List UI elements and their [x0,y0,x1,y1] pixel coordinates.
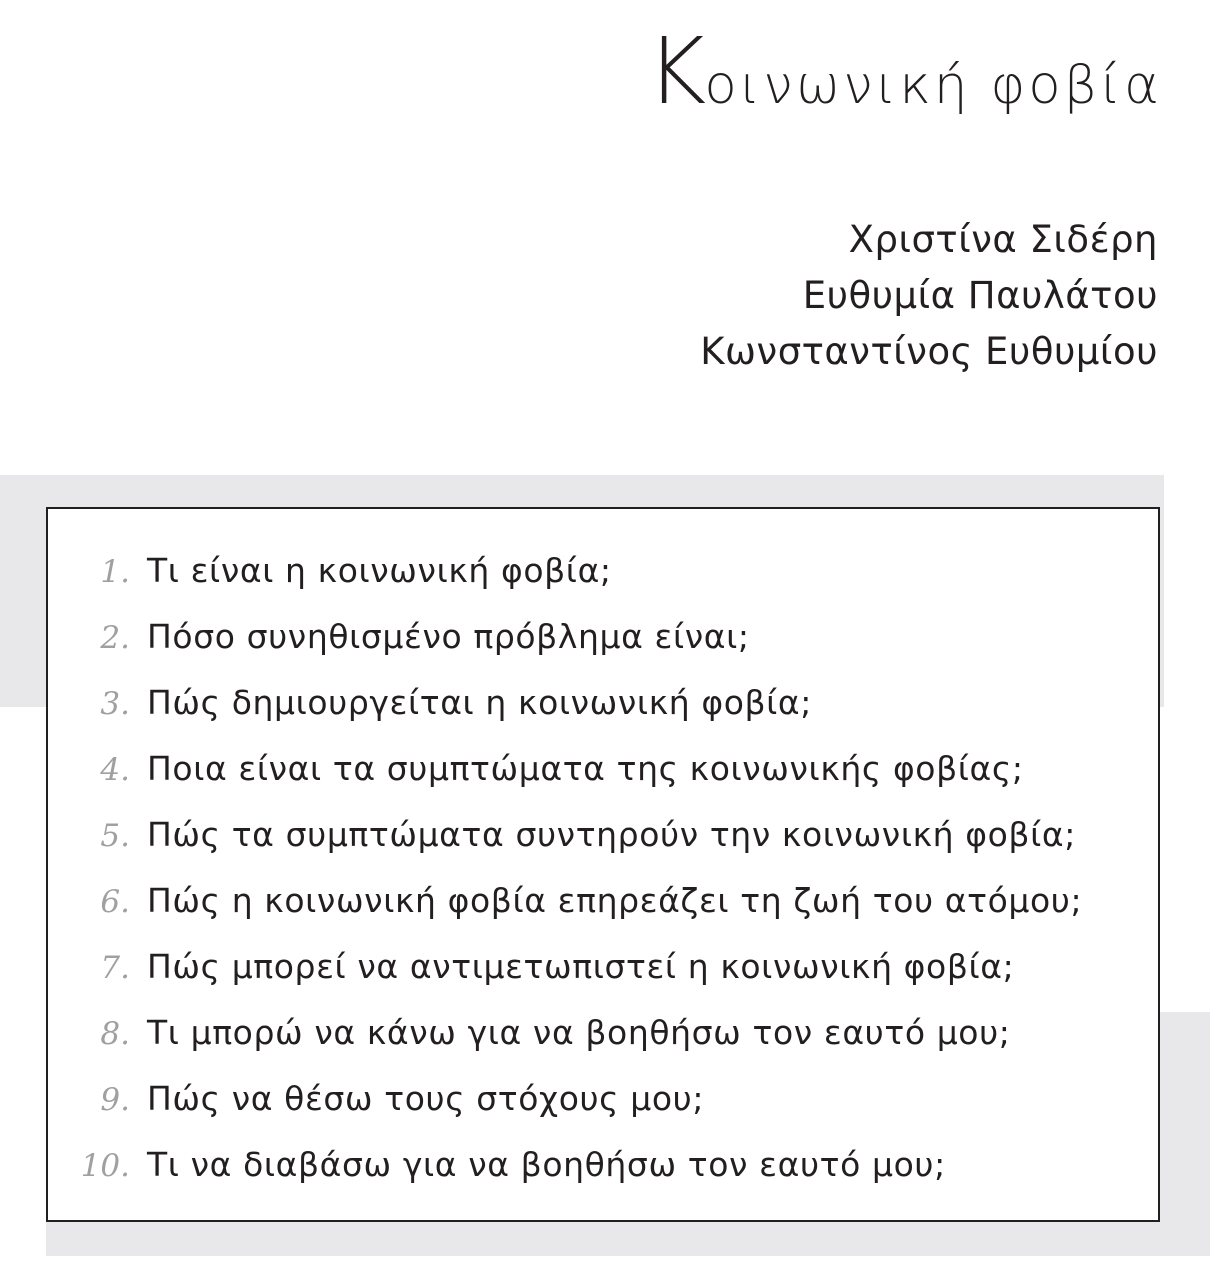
author-name: Χριστίνα Σιδέρη [848,218,1158,261]
title-initial: Κ [646,18,705,125]
toc-number: 5. [100,818,130,854]
toc-question: Πώς να θέσω τους στόχους μου; [147,1079,705,1118]
author-name: Ευθυμία Παυλάτου [802,274,1158,317]
toc-number: 6. [100,884,130,920]
toc-list [48,538,1082,1198]
page-title [646,18,1162,125]
toc-question: Τι είναι η κοινωνική φοβία; [147,551,612,590]
toc-question: Τι μπορώ να κάνω για να βοηθήσω τον εαυτό μου; [147,1013,1011,1052]
toc-item [48,1066,1082,1132]
toc-item [48,868,1082,934]
toc-question: Πώς δημιουργείται η κοινωνική φοβία; [147,683,813,722]
toc-item [48,802,1082,868]
author-name: Κωνσταντίνος Ευθυμίου [700,330,1158,373]
toc-question: Πώς τα συμπτώματα συντηρούν την κοινωνική φοβία; [147,815,1076,854]
toc-question: Πώς η κοινωνική φοβία επηρεάζει τη ζωή του ατόμου; [147,881,1083,920]
toc-item [48,736,1082,802]
toc-item [48,934,1082,1000]
toc-number: 4. [100,752,130,788]
title-rest: οινωνική φοβία [704,55,1162,116]
author-list [700,212,1158,380]
toc-number: 2. [100,620,130,656]
toc-item [48,1132,1082,1198]
toc-question: Τι να διαβάσω για να βοηθήσω τον εαυτό μου; [147,1145,946,1184]
toc-item [48,670,1082,736]
toc-item [48,604,1082,670]
toc-question: Πώς μπορεί να αντιμετωπιστεί η κοινωνική φοβία; [147,947,1015,986]
toc-item [48,1000,1082,1066]
toc-number: 9. [100,1082,130,1118]
toc-number: 1. [100,554,130,590]
toc-question: Ποια είναι τα συμπτώματα της κοινωνικής φοβίας; [147,749,1024,788]
toc-number: 3. [100,686,130,722]
toc-question: Πόσο συνηθισμένο πρόβλημα είναι; [147,617,750,656]
toc-number: 10. [80,1148,130,1184]
toc-number: 8. [100,1016,130,1052]
table-of-contents [46,507,1160,1222]
toc-number: 7. [100,950,130,986]
toc-item [48,538,1082,604]
